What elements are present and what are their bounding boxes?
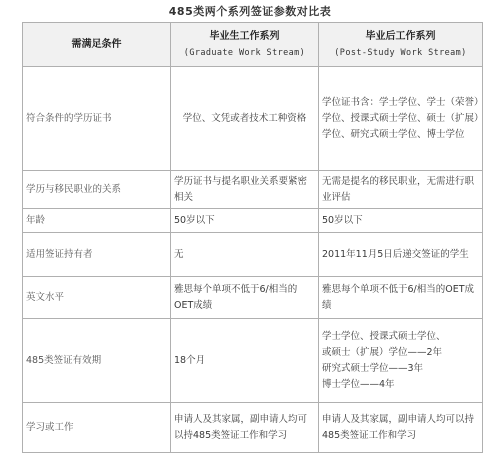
row-label: 英文水平 [23,277,171,319]
graduate-cell: 学历证书与提名职业关系要紧密相关 [171,171,319,209]
graduate-cell: 学位、文凭或者技术工种资格 [171,67,319,171]
post-study-cell: 雅思每个单项不低于6/相当的OET成绩 [319,277,483,319]
graduate-stream-subtitle: (Graduate Work Stream) [183,47,306,58]
post-study-cell: 申请人及其家属，副申请人均可以持485类签证工作和学习 [319,403,483,453]
row-label: 485类签证有效期 [23,319,171,403]
table-row [23,209,483,233]
graduate-stream-title: 毕业生工作系列 [209,30,280,42]
post-study-stream-header [319,23,483,67]
table-row [23,403,483,453]
validity-line: 博士学位——4年 [322,378,395,390]
post-study-cell [319,319,483,403]
comparison-table [22,22,483,453]
table-row [23,67,483,171]
post-study-cell: 50岁以下 [319,209,483,233]
validity-line: 学士学位、授课式硕士学位、 [322,330,446,342]
graduate-cell: 雅思每个单项不低于6/相当的OET成绩 [171,277,319,319]
criteria-header: 需满足条件 [23,23,171,67]
row-label: 学历与移民职业的关系 [23,171,171,209]
post-study-stream-subtitle: (Post-Study Work Stream) [334,47,467,58]
row-label: 符合条件的学历证书 [23,67,171,171]
post-study-cell: 学位证书含：学士学位、学士（荣誉）学位、授课式硕士学位、硕士（扩展）学位、研究式硕士学位、博士学位 [319,67,483,171]
table-row [23,171,483,209]
header-row [23,23,483,67]
validity-line: 或硕士（扩展）学位——2年 [322,346,443,358]
post-study-cell: 2011年11月5日后递交签证的学生 [319,233,483,277]
table-row [23,319,483,403]
graduate-cell: 无 [171,233,319,277]
row-label: 学习或工作 [23,403,171,453]
graduate-stream-header [171,23,319,67]
row-label: 适用签证持有者 [23,233,171,277]
table-row [23,233,483,277]
post-study-stream-title: 毕业后工作系列 [365,30,436,42]
validity-line: 研究式硕士学位——3年 [322,362,424,374]
table-title: 485类两个系列签证参数对比表 [168,5,332,18]
row-label: 年龄 [23,209,171,233]
graduate-cell: 50岁以下 [171,209,319,233]
table-row [23,277,483,319]
graduate-cell: 申请人及其家属，副申请人均可以持485类签证工作和学习 [171,403,319,453]
post-study-cell: 无需是提名的移民职业，无需进行职业评估 [319,171,483,209]
graduate-cell: 18个月 [171,319,319,403]
